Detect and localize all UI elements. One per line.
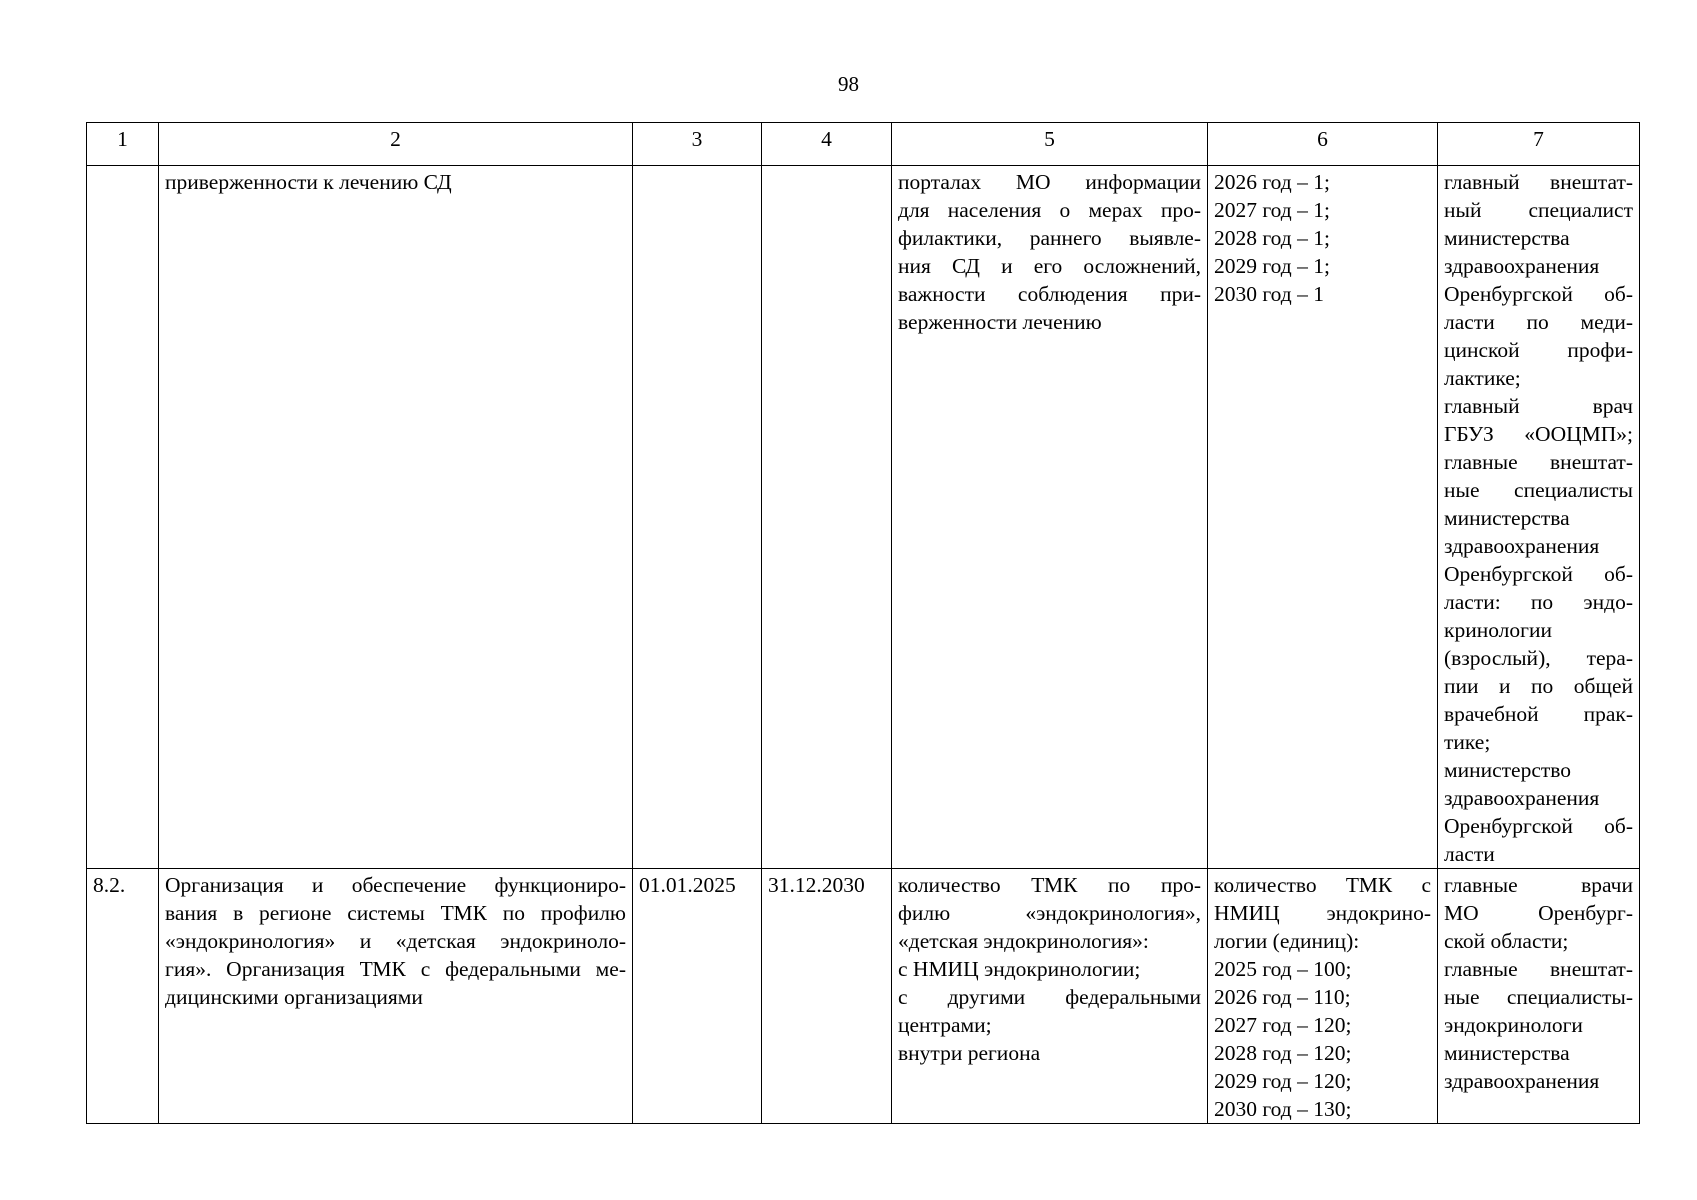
cell-text-line: главные врачи — [1444, 873, 1633, 897]
item-number-cell — [87, 166, 159, 869]
cell-text-line: 2028 год – 120; — [1214, 1041, 1352, 1065]
start-date-cell — [633, 166, 762, 869]
cell-text-line: филю «эндокринология», — [898, 901, 1201, 925]
cell-text-line: министерства — [1444, 1041, 1570, 1065]
column-header: 4 — [762, 123, 892, 166]
cell-text-line: главные внештат- — [1444, 450, 1633, 474]
cell-text-line: «детская эндокринология»: — [898, 929, 1149, 953]
indicator-cell — [1208, 166, 1438, 869]
column-header: 3 — [633, 123, 762, 166]
cell-text-line: пии и по общей — [1444, 674, 1633, 698]
end-date-cell — [762, 166, 892, 869]
cell-text-line: министерства — [1444, 226, 1570, 250]
indicator-cell — [1208, 869, 1438, 1124]
cell-text-line: количество ТМК по про- — [898, 873, 1201, 897]
cell-text-line: 2030 год – 1 — [1214, 282, 1324, 306]
item-number-cell: 8.2. — [87, 869, 159, 1124]
cell-text-line: здравоохранения — [1444, 534, 1600, 558]
cell-text-line: внутри региона — [898, 1041, 1041, 1065]
measure-name-cell — [159, 869, 633, 1124]
cell-text-line: главный внештат- — [1444, 170, 1633, 194]
cell-text-line: ласти по меди- — [1444, 310, 1633, 334]
end-date-cell: 31.12.2030 — [762, 869, 892, 1124]
table-row — [87, 869, 1640, 1124]
cell-text-line: здравоохранения — [1444, 786, 1600, 810]
column-header: 1 — [87, 123, 159, 166]
cell-text-line: ные специалисты — [1444, 478, 1633, 502]
cell-text-line: логии (единиц): — [1214, 929, 1360, 953]
cell-text-line: здравоохранения — [1444, 254, 1600, 278]
column-number-row — [87, 123, 1640, 166]
cell-text-line: количество ТМК с — [1214, 873, 1431, 897]
column-header: 6 — [1208, 123, 1438, 166]
cell-text-line: 2028 год – 1; — [1214, 226, 1330, 250]
cell-text-line: порталах МО информации — [898, 170, 1201, 194]
cell-text-line: ный специалист — [1444, 198, 1633, 222]
measure-name-cell — [159, 166, 633, 869]
cell-text-line: верженности лечению — [898, 310, 1102, 334]
cell-text-line: 2029 год – 1; — [1214, 254, 1330, 278]
responsible-cell — [1438, 869, 1640, 1124]
cell-text-line: 2027 год – 1; — [1214, 198, 1330, 222]
cell-text-line: важности соблюдения при- — [898, 282, 1201, 306]
cell-text-line: Оренбургской об- — [1444, 562, 1633, 586]
cell-text-line: ласти: по эндо- — [1444, 590, 1633, 614]
column-header: 7 — [1438, 123, 1640, 166]
cell-text-line: филактики, раннего выявле- — [898, 226, 1201, 250]
cell-text-line: с другими федеральными — [898, 985, 1201, 1009]
column-header: 2 — [159, 123, 633, 166]
cell-text-line: лактике; — [1444, 366, 1521, 390]
cell-text-line: эндокринологи — [1444, 1013, 1583, 1037]
cell-text-line: 2026 год – 1; — [1214, 170, 1330, 194]
cell-text-line: главные внештат- — [1444, 957, 1633, 981]
cell-text-line: ГБУЗ «ООЦМП»; — [1444, 422, 1633, 446]
cell-text-line: с НМИЦ эндокринологии; — [898, 957, 1141, 981]
cell-text-line: вания в регионе системы ТМК по профилю — [165, 901, 626, 925]
page-number: 98 — [838, 72, 859, 96]
cell-text-line: центрами; — [898, 1013, 992, 1037]
cell-text-line: НМИЦ эндокрино- — [1214, 901, 1431, 925]
cell-text-line: Организация и обеспечение функциониро- — [165, 873, 626, 897]
cell-text-line: (взрослый), тера- — [1444, 646, 1633, 670]
cell-text-line: Оренбургской об- — [1444, 814, 1633, 838]
table-row — [87, 166, 1640, 869]
cell-text-line: гия». Организация ТМК с федеральными ме- — [165, 957, 626, 981]
cell-text-line: 2027 год – 120; — [1214, 1013, 1352, 1037]
plan-table — [86, 122, 1640, 1124]
expected-result-cell — [892, 166, 1208, 869]
cell-text-line: Оренбургской об- — [1444, 282, 1633, 306]
cell-text-line: цинской профи- — [1444, 338, 1633, 362]
cell-text-line: 2029 год – 120; — [1214, 1069, 1352, 1093]
cell-text-line: врачебной прак- — [1444, 702, 1633, 726]
cell-text-line: «эндокринология» и «детская эндокриноло- — [165, 929, 626, 953]
cell-text-line: министерство — [1444, 758, 1572, 782]
cell-text-line: ской области; — [1444, 929, 1569, 953]
cell-text-line: 2026 год – 110; — [1214, 985, 1351, 1009]
expected-result-cell — [892, 869, 1208, 1124]
cell-text-line: 2030 год – 130; — [1214, 1097, 1352, 1121]
cell-text-line: ные специалисты- — [1444, 985, 1633, 1009]
responsible-cell — [1438, 166, 1640, 869]
cell-text-line: дицинскими организациями — [165, 985, 423, 1009]
cell-text-line: 2025 год – 100; — [1214, 957, 1352, 981]
cell-text-line: приверженности к лечению СД — [165, 170, 452, 194]
cell-text-line: министерства — [1444, 506, 1570, 530]
cell-text-line: для населения о мерах про- — [898, 198, 1201, 222]
cell-text-line: главный врач — [1444, 394, 1633, 418]
cell-text-line: кринологии — [1444, 618, 1552, 642]
cell-text-line: здравоохранения — [1444, 1069, 1600, 1093]
column-header: 5 — [892, 123, 1208, 166]
cell-text-line: тике; — [1444, 730, 1491, 754]
cell-text-line: ласти — [1444, 842, 1495, 866]
cell-text-line: ния СД и его осложнений, — [898, 254, 1201, 278]
cell-text-line: МО Оренбург- — [1444, 901, 1633, 925]
start-date-cell: 01.01.2025 — [633, 869, 762, 1124]
